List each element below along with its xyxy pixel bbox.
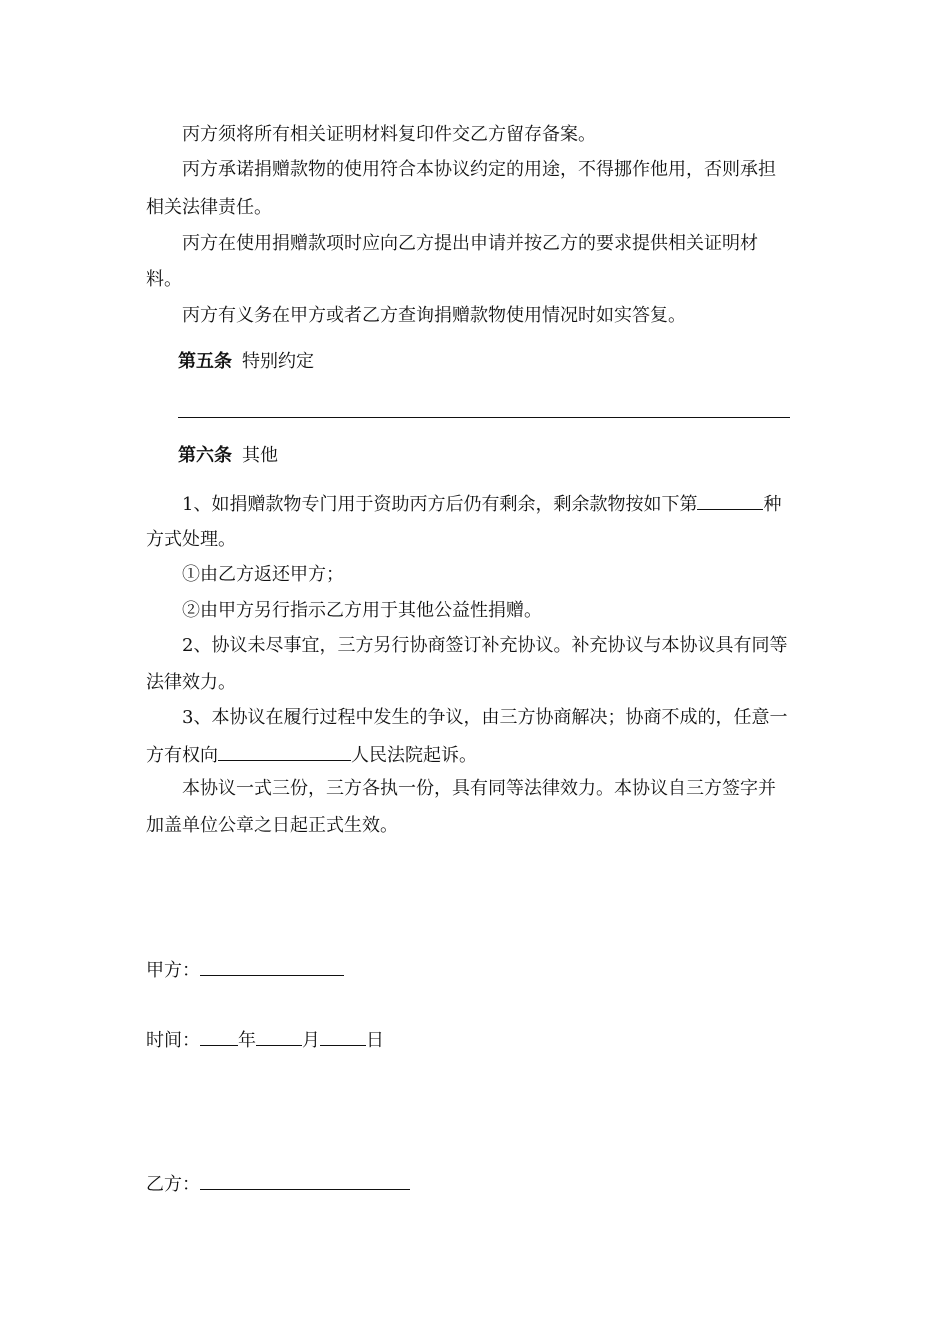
year-blank[interactable]: [200, 1027, 238, 1046]
court-name-blank[interactable]: [218, 742, 351, 761]
item-3-line-2: [146, 742, 477, 768]
date-line: [146, 1027, 384, 1053]
day-blank[interactable]: [320, 1027, 366, 1046]
art4-para-3-line-2: 料。: [146, 269, 182, 290]
item-2-line-1: 2、协议未尽事宜，三方另行协商签订补充协议。补充协议与本协议具有同等: [182, 635, 788, 656]
year-label: 年: [238, 1030, 256, 1051]
art4-para-1: 丙方须将所有相关证明材料复印件交乙方留存备案。: [182, 124, 596, 145]
party-b-label: 乙方：: [146, 1174, 200, 1195]
article-6-title: 其他: [242, 445, 278, 466]
month-blank[interactable]: [256, 1027, 302, 1046]
art4-para-3-line-1: 丙方在使用捐赠款项时应向乙方提出申请并按乙方的要求提供相关证明材: [182, 233, 758, 254]
option-number-blank[interactable]: [697, 491, 763, 510]
art4-para-2-line-1: 丙方承诺捐赠款物的使用符合本协议约定的用途，不得挪作他用，否则承担: [182, 159, 776, 180]
party-b-blank[interactable]: [200, 1171, 410, 1190]
party-a-label: 甲方：: [146, 960, 200, 981]
article-5-heading: [178, 350, 314, 374]
option-2: ②由甲方另行指示乙方用于其他公益性捐赠。: [182, 600, 542, 621]
item-1-text: 1、如捐赠款物专门用于资助丙方后仍有剩余，剩余款物按如下第: [182, 494, 698, 515]
closing-line-1: 本协议一式三份，三方各执一份，具有同等法律效力。本协议自三方签字并: [182, 778, 776, 799]
time-label: 时间：: [146, 1030, 200, 1051]
party-a-signature: [146, 957, 344, 983]
item-1-line-2: 方式处理。: [146, 529, 236, 550]
party-b-signature: [146, 1171, 410, 1197]
item-3-text-post: 人民法院起诉。: [351, 745, 477, 766]
article-5-number: 第五条: [178, 351, 232, 372]
item-1-text-end: 种: [763, 494, 782, 515]
closing-line-2: 加盖单位公章之日起正式生效。: [146, 815, 398, 836]
art4-para-4: 丙方有义务在甲方或者乙方查询捐赠款物使用情况时如实答复。: [182, 305, 686, 326]
item-1-line-1: [182, 491, 781, 517]
article-5-title: 特别约定: [242, 351, 314, 372]
special-terms-blank-line[interactable]: [178, 417, 790, 418]
article-6-number: 第六条: [178, 445, 232, 466]
month-label: 月: [302, 1030, 320, 1051]
option-1: ①由乙方返还甲方；: [182, 564, 344, 585]
art4-para-2-line-2: 相关法律责任。: [146, 197, 272, 218]
item-3-line-1: 3、本协议在履行过程中发生的争议，由三方协商解决；协商不成的，任意一: [182, 707, 788, 728]
day-label: 日: [366, 1030, 384, 1051]
item-3-text-pre: 方有权向: [146, 745, 218, 766]
party-a-blank[interactable]: [200, 957, 344, 976]
item-2-line-2: 法律效力。: [146, 672, 236, 693]
article-6-heading: [178, 444, 278, 468]
